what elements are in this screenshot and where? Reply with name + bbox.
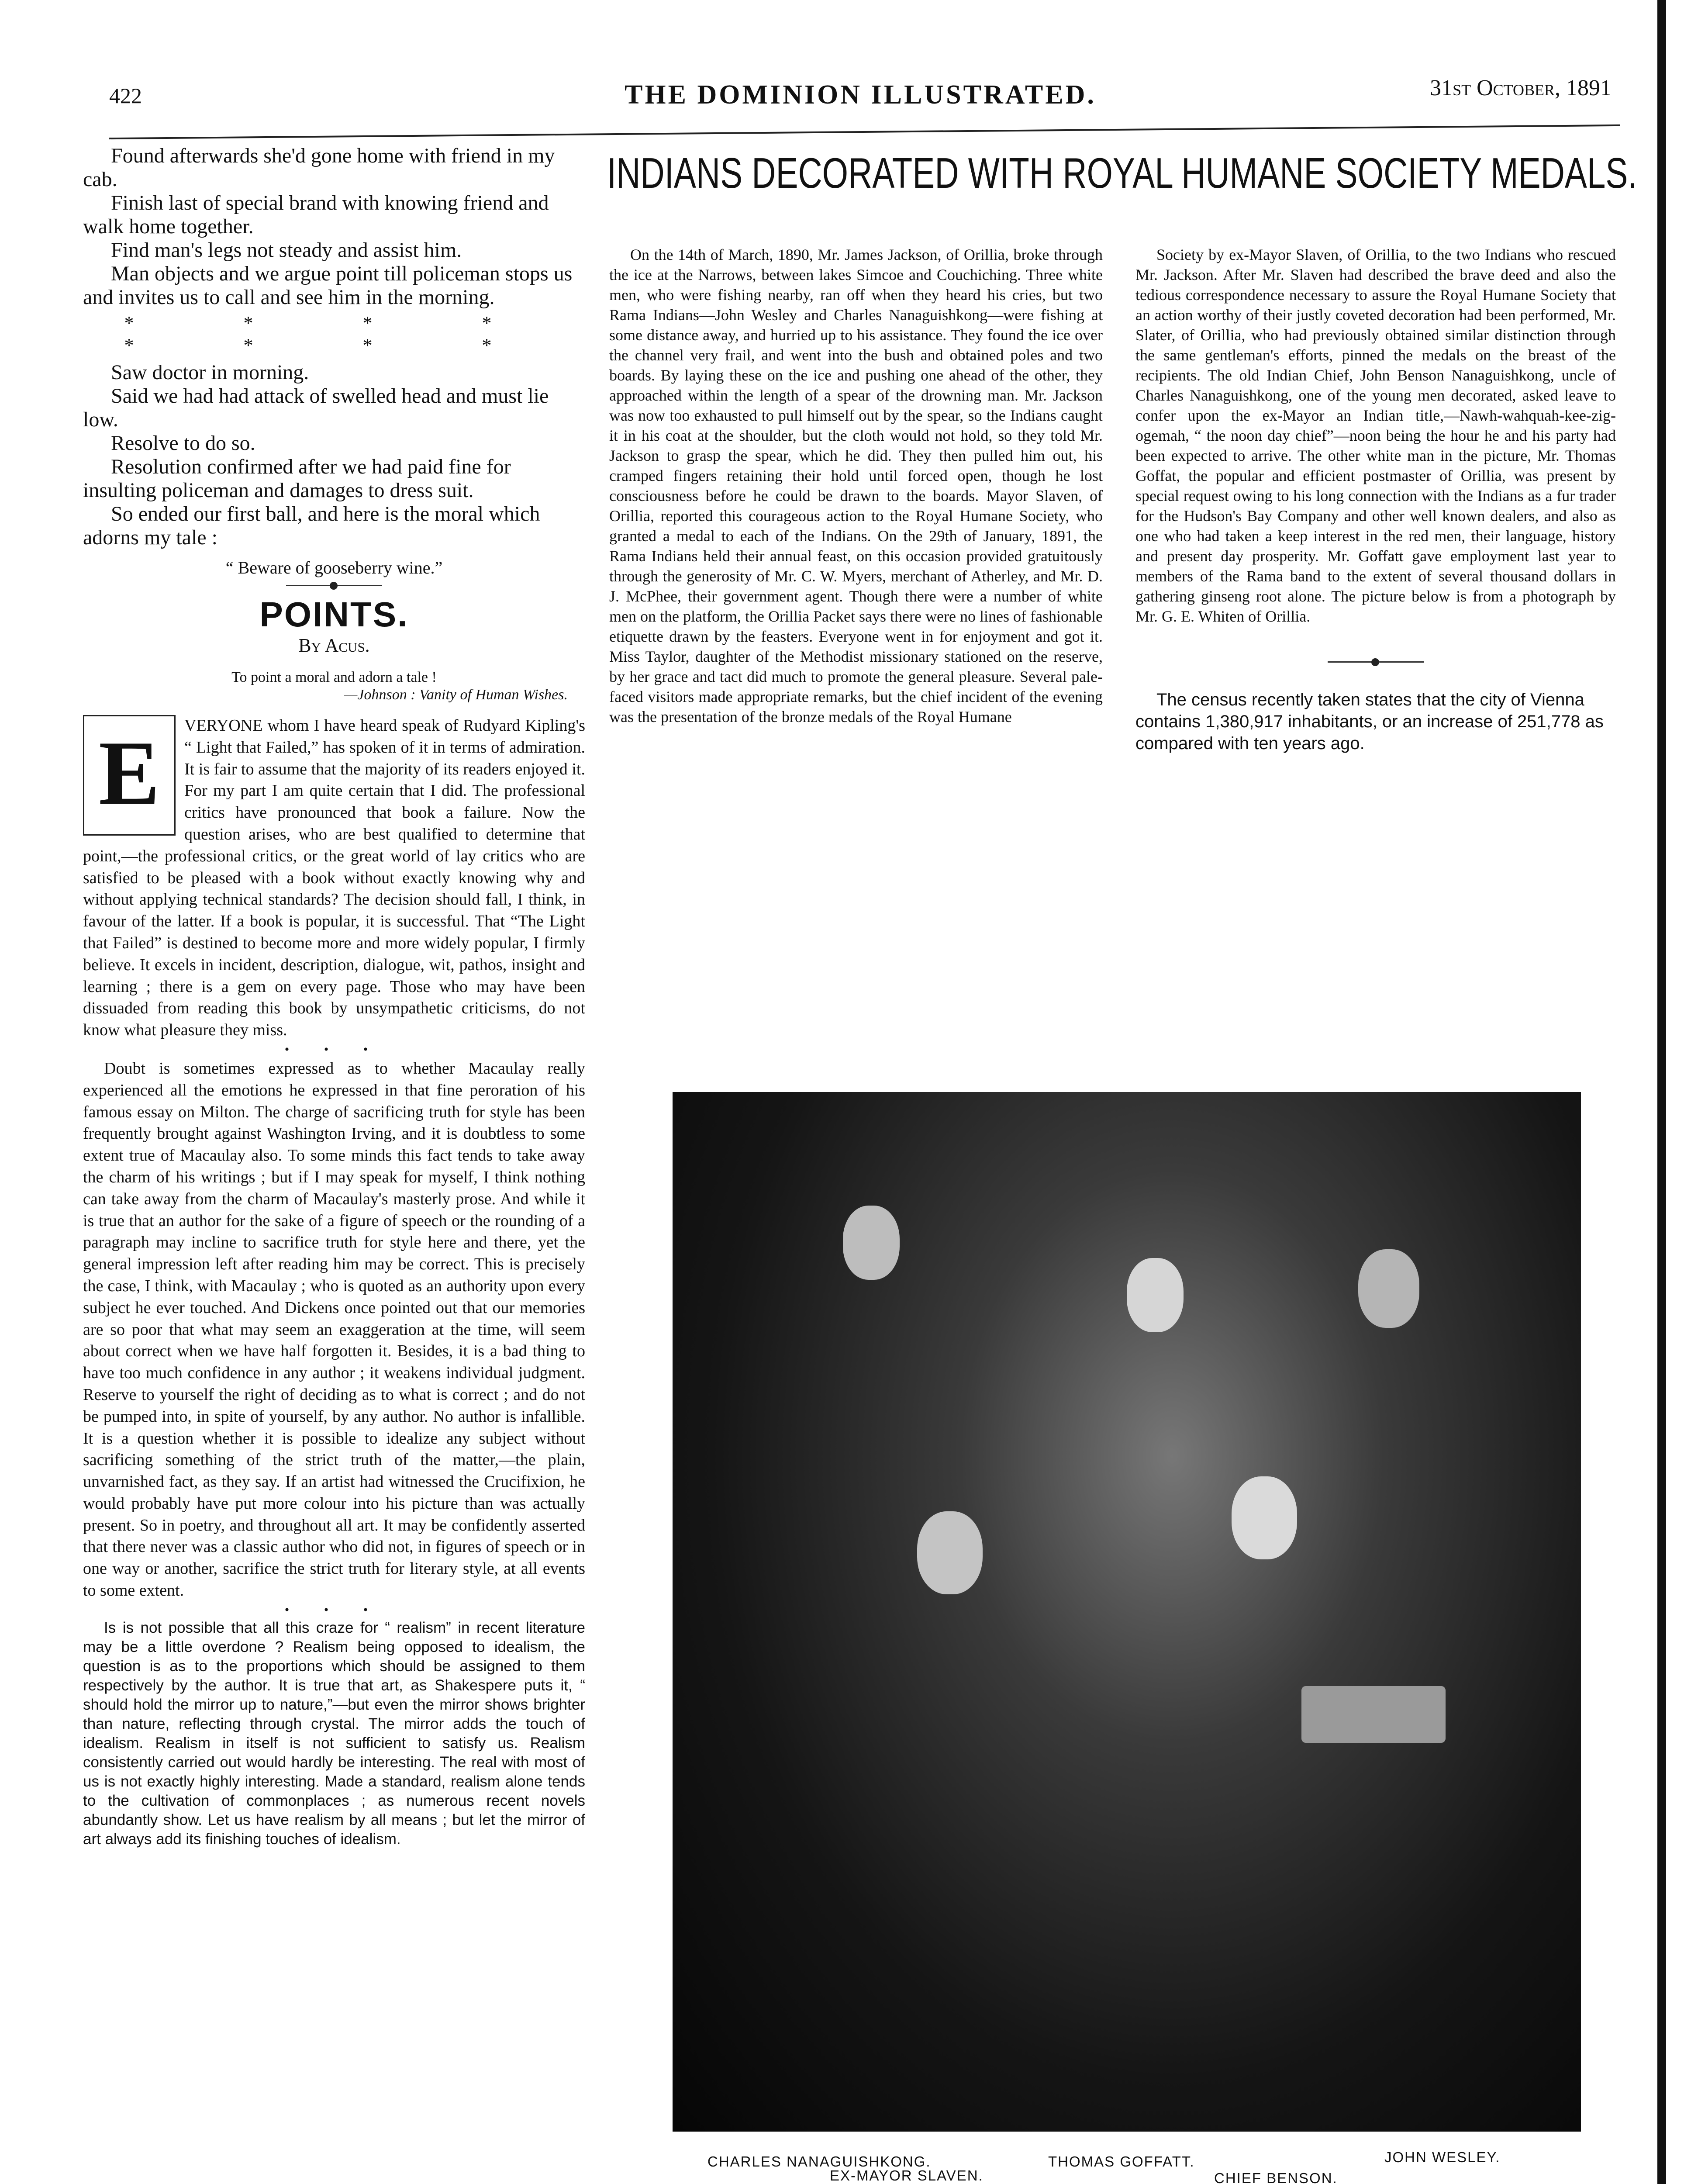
verse-line: Find man's legs not steady and assist him. <box>111 238 462 262</box>
name-label: EX-MAYOR SLAVEN. <box>830 2167 984 2184</box>
portrait-face <box>1127 1258 1184 1332</box>
group-photograph <box>673 1092 1581 2132</box>
portrait-face <box>843 1206 900 1280</box>
portrait-face <box>1358 1249 1419 1328</box>
verse-line: Man objects and we argue point till policeman stops us and invites us to call and see him in the morning. <box>83 262 573 309</box>
verse-line: Resolve to do so. <box>111 432 255 455</box>
ornament-divider <box>1328 661 1424 663</box>
epigraph-source: —Johnson : Vanity of Human Wishes. <box>344 687 568 703</box>
section-dots: • • • <box>284 1042 384 1057</box>
header-rule <box>109 124 1620 139</box>
name-label: THOMAS GOFFATT. <box>1048 2153 1195 2170</box>
verse-line: Saw doctor in morning. <box>111 361 309 384</box>
portrait-face <box>917 1511 983 1594</box>
points-paragraph-1: VERYONE whom I have heard speak of Rudyard Kipling's “ Light that Failed,” has spoken of it in terms of admiration. It is fair to assume that the majority of its readers enjoyed it. For my part I am quite certain that I did. The professional critics have pronounced that book a failure. Now the question arises, who are best qualified to determine that point,—the professional critics, or the great world of lay critics who are satisfied to be pleased with a book without exactly knowing why and without applying technical standards? The decision should fall, I think, in favour of the latter. If a book is popular, it is successful. That “The Light that Failed” is destined to become more and more widely popular, I firmly believe. It excels in incident, description, dialogue, wit, pathos, insight and learning ; there is a gem on every page. Those who may have been dissuaded from reading this book by unsympathetic criticisms, do not know what pleasure they miss. <box>83 716 585 1040</box>
verse-block <box>83 144 585 578</box>
section-dots: • • • <box>284 1602 384 1617</box>
name-label: CHIEF BENSON. <box>1214 2170 1338 2184</box>
books-on-table <box>1301 1686 1446 1743</box>
moral-line: “ Beware of gooseberry wine.” <box>225 558 443 577</box>
realism-section <box>83 1618 585 1849</box>
section-stars: * * * * * * * * <box>124 312 544 356</box>
points-paragraph-3: Is is not possible that all this craze for “ realism” in recent literature may be a little overdone ? Realism being opposed to idealism, the question is as to the proportions which should be assigned to them respectively by the author. It is true that art, as Shakespere puts it, “ should hold the mirror up to nature,”—but even the mirror shows brighter than nature, reflecting through crystal. The mirror adds the touch of idealism. Realism in itself is not sufficient to satisfy us. Realism consistently carried out would hardly be interesting. The real with most of us is not exactly highly interesting. Made a standard, realism alone tends to the cultivation of commonplaces ; as numerous recent novels abundantly show. Let us have realism by all means ; but let the mirror of art always add its finishing touches of idealism. <box>83 1619 585 1848</box>
verse-line: Resolution confirmed after we had paid fine for insulting policeman and damages to dress suit. <box>83 455 511 502</box>
verse-line: Finish last of special brand with knowing friend and walk home together. <box>83 191 549 238</box>
page-edge-shadow <box>1657 0 1666 2184</box>
name-label: JOHN WESLEY. <box>1384 2149 1501 2165</box>
points-title: POINTS. <box>259 595 409 634</box>
points-byline: By Acus. <box>298 635 370 656</box>
article-column-2 <box>1135 245 1616 754</box>
epigraph <box>83 669 585 704</box>
page-header <box>109 76 1612 122</box>
left-column <box>83 144 585 1849</box>
page-number: 422 <box>109 83 142 108</box>
name-label: CHARLES NANAGUISHKONG. <box>707 2153 931 2170</box>
masthead: THE DOMINION ILLUSTRATED. <box>625 80 1096 110</box>
issue-date: 31st October, 1891 <box>1430 76 1612 100</box>
portrait-face <box>1232 1476 1297 1559</box>
article-paragraph-2: Society by ex-Mayor Slaven, of Orillia, to the two Indians who rescued Mr. Jackson. After Mr. Slaven had described the brave deed and also the tedious correspondence necessary to assure the Royal Humane Society that an action worthy of their justly coveted decoration had been performed, Mr. Slater, of Orillia, who had previously obtained similar distinction through the same gentleman's efforts, pinned the medals on the breast of the recipients. The old Indian Chief, John Benson Nanaguishkong, uncle of Charles Nanaguishkong, one of the young men decorated, asked leave to confer upon the ex-Mayor an Indian title,—Nawh-wahquah-kee-zig-ogemah, “ the noon day chief”—noon being the hour he and his party had been expected to arrive. The other white man in the picture, Mr. Thomas Goffat, the popular and efficient postmaster of Orillia, was present by special request owing to his long connection with the Indians as a fur trader for the Hudson's Bay Company and other well known dealers, and also as one who had taken a keep interest in the red men, their language, history and present day prosperity. Mr. Goffatt gave employment last year to members of the Rama band to the extent of several thousand dollars in gathering ginseng root alone. The picture below is from a photograph by Mr. G. E. Whiten of Orillia. <box>1135 246 1616 625</box>
points-paragraph-2: Doubt is sometimes expressed as to whether Macaulay really experienced all the emotions he expressed in that fine peroration of his famous essay on Milton. The charge of sacrificing truth for style has been frequently brought against Washington Irving, and it is doubtless to some extent true of Macaulay also. To some minds this fact tends to take away the charm of his writings ; but if I may speak for myself, I think nothing can take away from the charm of Macaulay's masterly prose. And while it is true that an author for the sake of a figure of speech or the rounding of a paragraph may incline to sacrifice truth for style here and there, yet the general impression left after reading him may be correct. This is precisely the case, I think, with Macaulay ; who is quoted as an authority upon every subject he ever touched. And Dickens once pointed out that our memories are so poor that what may seem an exaggeration at the time, will seem about correct when we have half forgotten it. Besides, it is a bad thing to have too much confidence in any author ; it weakens individual judgment. Reserve to yourself the right of deciding as to what is correct ; and do not be pumped into, in spite of yourself, by any author. No author is infallible. It is a question whether it is possible to idealize any subject without sacrificing something of the strict truth of the matter,—the plain, unvarnished fact, as they say. If an artist had witnessed the Crucifixion, he would probably have put more colour into his picture than was actually present. So in poetry, and throughout all art. It may be confidently asserted that there never was a classic author who did not, in figures of speech or in one way or another, sacrifice the strict truth for literary style, at all events to some extent. <box>83 1059 585 1600</box>
census-text: The census recently taken states that the city of Vienna contains 1,380,917 inhabitants, or an increase of 251,778 as compared with ten years ago. <box>1135 690 1604 753</box>
epigraph-line: To point a moral and adorn a tale ! <box>231 669 437 685</box>
decorative-dropcap: E <box>83 715 176 836</box>
article-column-1 <box>609 245 1103 727</box>
article-paragraph-1: On the 14th of March, 1890, Mr. James Jackson, of Orillia, broke through the ice at the Narrows, between lakes Simcoe and Couchiching. Three white men, who were fishing nearby, ran off when they heard his cries, but two Rama Indians—John Wesley and Charles Nanaguishkong—were fishing at some distance away, and hurried up to his assistance. They found the ice over the channel very frail, and went into the bush and obtained poles and two boards. By laying these on the ice and pushing one ahead of the other, they approached within the length of a spear of the drowning man. Mr. Jackson was now too exhausted to pull himself out by the spear, so the Indians caught it in his coat at the shoulder, but the cloth would not hold, so they told Mr. Jackson to grasp the spear, which he did. They then pulled him out, his cramped fingers retaining their hold until forced open, though he lost consciousness before he could be drawn to the boards. Mayor Slaven, of Orillia, reported this courageous action to the Royal Humane Society, who granted a medal to each of the Indians. On the 29th of January, 1891, the Rama Indians held their annual feast, on this occasion provided gratuitously through the generosity of Mr. C. W. Myers, merchant of Atherley, and Mr. D. J. McPhee, their government agent. Though there were a number of white men on the platform, the Orillia Packet says there were no lines of fashionable etiquette drawn by the feasters. Everyone went in for enjoyment and got it. Miss Taylor, daughter of the Methodist missionary stationed on the reserve, by her grace and tact did much to promote the general pleasure. Several pale-faced visitors made appropriate remarks, but the chief incident of the evening was the presentation of the bronze medals of the Royal Humane <box>609 246 1103 726</box>
photo-name-labels <box>673 2149 1581 2184</box>
verse-line: So ended our first ball, and here is the moral which adorns my tale : <box>83 502 540 549</box>
verse-line: Found afterwards she'd gone home with friend in my cab. <box>83 144 555 191</box>
verse-line: Said we had had attack of swelled head and must lie low. <box>83 384 549 431</box>
ornament-divider <box>286 585 382 586</box>
article-headline: INDIANS DECORATED WITH ROYAL HUMANE SOCIETY MEDALS. <box>607 149 1637 197</box>
census-note <box>1135 689 1616 754</box>
points-body <box>83 715 585 1617</box>
